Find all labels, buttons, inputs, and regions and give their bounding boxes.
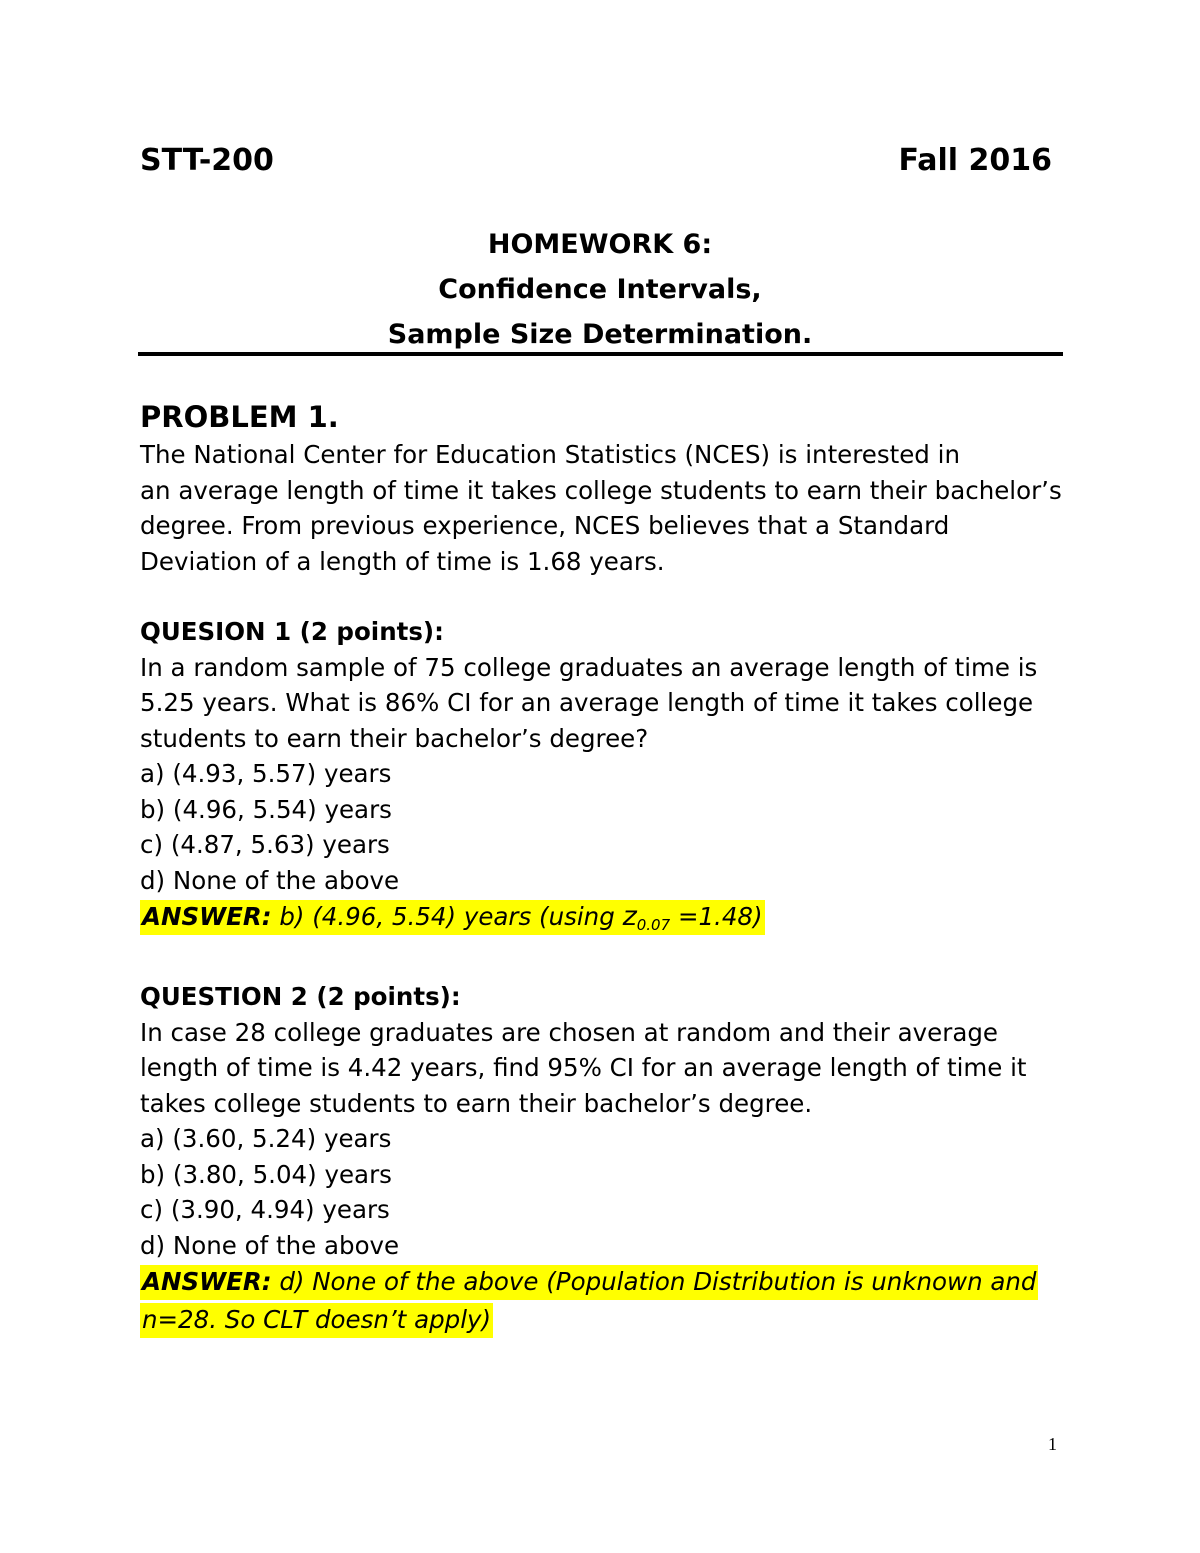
question-2-text-line: length of time is 4.42 years, find 95% CI for an average length of time it (140, 1053, 1027, 1082)
paragraph-line: degree. From previous experience, NCES believes that a Standard (140, 511, 950, 540)
answer-option-c: c) (4.87, 5.63) years (140, 830, 390, 859)
problem-1-text (140, 437, 1062, 579)
course-code: STT-200 (140, 143, 274, 178)
question-2 (140, 979, 1055, 1339)
highlighted-answer-continued: n=28. So CLT doesn’t apply) (140, 1303, 493, 1338)
paragraph-line: The National Center for Education Statistics (NCES) is interested in (140, 440, 960, 469)
question-2-answer-line-1 (140, 1263, 1055, 1301)
question-1-text-line: students to earn their bachelor’s degree? (140, 723, 649, 753)
question-1-text-line: In a random sample of 75 college graduates an average length of time is (140, 652, 1038, 682)
homework-body (140, 397, 1062, 1339)
title-line-3: Sample Size Determination. (387, 319, 813, 350)
answer-text: b) (4.96, 5.54) years (using (271, 902, 623, 931)
question-1-heading: QUESION 1 (2 points): (140, 617, 444, 646)
question-2-text-line: In case 28 college graduates are chosen at random and their average (140, 1017, 998, 1047)
problem-1-heading: PROBLEM 1. (140, 400, 339, 434)
question-1-text-line: 5.25 years. What is 86% CI for an average length of time it takes college (140, 688, 1034, 717)
highlighted-answer (140, 1265, 1038, 1300)
spacer (140, 944, 1055, 979)
answer-option-b: b) (3.80, 5.04) years (140, 1159, 392, 1189)
paragraph-line: an average length of time it takes college students to earn their bachelor’s (140, 475, 1062, 505)
title-divider (138, 352, 1063, 356)
question-2-heading: QUESTION 2 (2 points): (140, 982, 461, 1011)
page-number: 1 (1048, 1434, 1057, 1454)
z-subscript: 0.07 (636, 916, 671, 934)
semester-label: Fall 2016 (898, 143, 1052, 178)
title-line-2: Confidence Intervals, (438, 274, 762, 305)
spacer (140, 579, 1055, 614)
paragraph-line: Deviation of a length of time is 1.68 years. (140, 546, 665, 576)
answer-option-b: b) (4.96, 5.54) years (140, 794, 392, 824)
answer-option-a: a) (4.93, 5.57) years (140, 759, 392, 788)
question-2-answer-line-2 (140, 1301, 1055, 1339)
question-2-text-line: takes college students to earn their bachelor’s degree. (140, 1088, 813, 1118)
homework-title (140, 222, 1060, 357)
answer-option-d: d) None of the above (140, 1230, 400, 1260)
answer-label: ANSWER: (142, 1267, 272, 1296)
z-value: =1.48) (670, 902, 763, 931)
z-symbol: z (622, 901, 637, 932)
question-1-answer (140, 898, 1055, 944)
answer-option-a: a) (3.60, 5.24) years (140, 1124, 392, 1153)
answer-label: ANSWER: (142, 902, 272, 931)
highlighted-answer (140, 900, 765, 935)
title-line-1: HOMEWORK 6: (487, 229, 713, 260)
answer-option-d: d) None of the above (140, 865, 400, 895)
answer-option-c: c) (3.90, 4.94) years (140, 1195, 390, 1224)
question-1 (140, 614, 1055, 944)
answer-text: d) None of the above (Population Distribution is unknown and (271, 1267, 1037, 1296)
